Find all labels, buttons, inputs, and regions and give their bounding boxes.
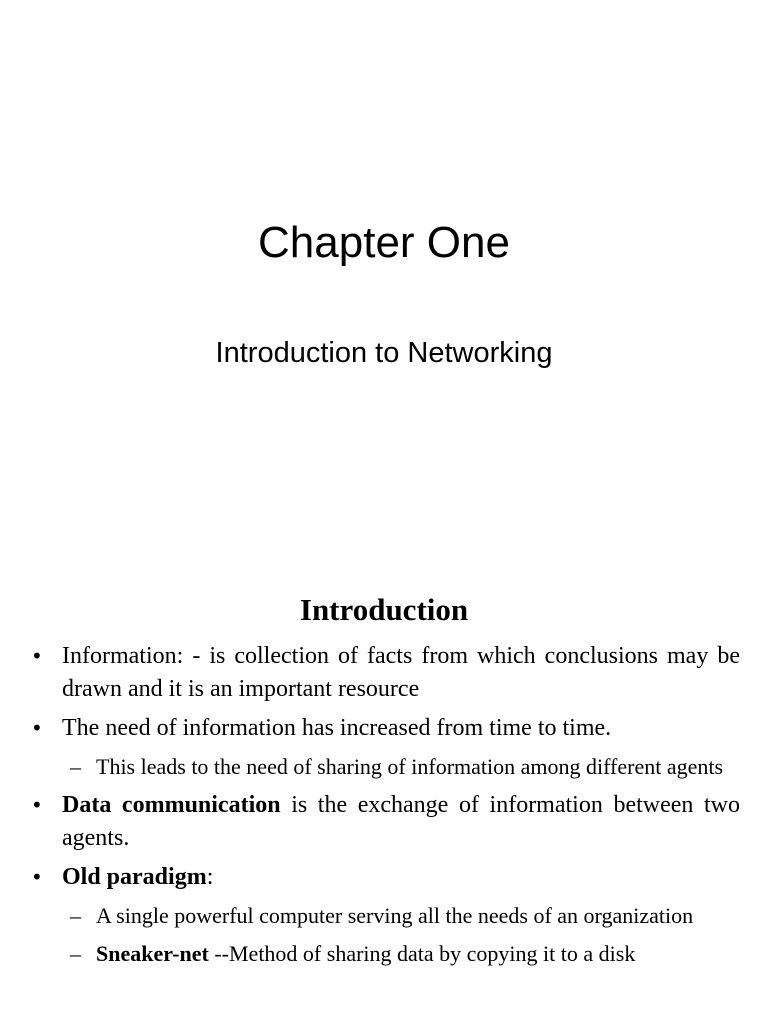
sub-bullet-term: Sneaker-net — [96, 941, 209, 966]
bullet-icon: • — [31, 716, 43, 740]
chapter-title: Chapter One — [258, 218, 510, 267]
bullet-term: Old paradigm — [62, 864, 207, 890]
sub-bullet-text: This leads to the need of sharing of information among different agents — [96, 754, 724, 779]
chapter-subtitle: Introduction to Networking — [215, 337, 553, 369]
dash-icon: – — [70, 941, 81, 966]
bullet-icon: • — [31, 865, 43, 889]
introduction-heading: Introduction — [299, 592, 469, 627]
bullet-old-paradigm — [31, 861, 740, 894]
bullet-text: : — [206, 864, 214, 890]
bullet-icon: • — [31, 793, 43, 817]
bullet-list — [0, 640, 768, 976]
introduction-slide — [0, 560, 768, 1024]
sub-bullet-text: A single powerful computer serving all the needs of an organization — [96, 903, 694, 928]
bullet-data-communication — [31, 789, 740, 855]
bullet-information — [31, 640, 740, 706]
bullet-text: The need of information has increased from time to time. — [62, 715, 612, 741]
bullet-need-of-information — [31, 712, 740, 745]
dash-icon: – — [70, 754, 81, 779]
sub-bullet-text: --Method of sharing data by copying it to a disk — [208, 941, 636, 966]
dash-icon: – — [70, 903, 81, 928]
bullet-term: Data communication — [62, 792, 281, 818]
sub-bullet-single-computer — [70, 900, 740, 932]
sub-bullet-sharing — [70, 751, 740, 783]
bullet-text: is the exchange of information between two agents. — [62, 792, 740, 851]
bullet-text: Information: - is collection of facts from which conclusions may be drawn and it is an important resource — [62, 643, 740, 702]
sub-bullet-sneaker-net — [70, 938, 740, 970]
bullet-icon: • — [31, 644, 43, 668]
